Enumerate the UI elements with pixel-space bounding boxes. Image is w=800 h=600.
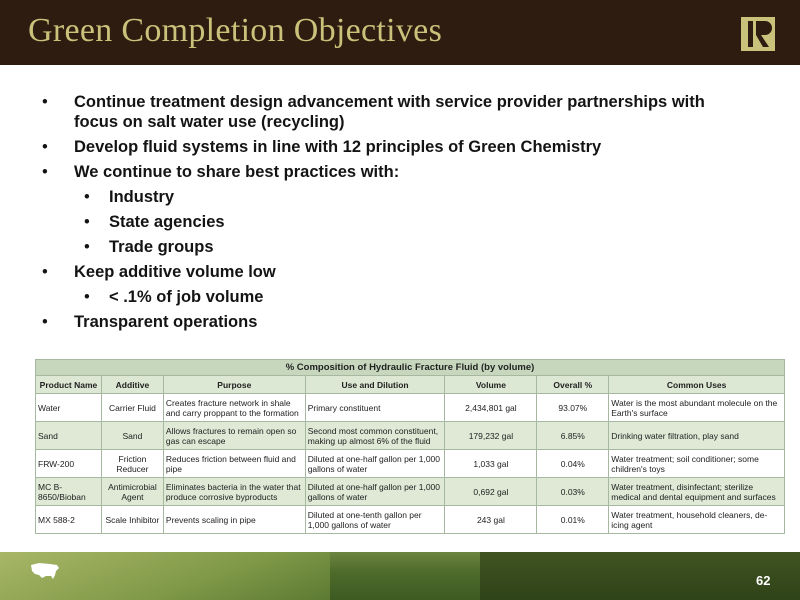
table-cell: Sand	[36, 422, 102, 450]
table-cell: Creates fracture network in shale and carry proppant to the formation	[163, 394, 305, 422]
header-bar	[0, 0, 800, 65]
table-cell: MC B-8650/Bioban	[36, 478, 102, 506]
bullet-text: Trade groups	[109, 238, 214, 256]
footer-trees-image	[480, 552, 800, 600]
bullet-dot-icon: •	[84, 188, 90, 206]
table-header-row	[36, 376, 785, 394]
table-cell: Second most common constituent, making up almost 6% of the fluid	[305, 422, 445, 450]
bullet-dot-icon: •	[42, 163, 48, 181]
bullet-text: Keep additive volume low	[74, 263, 276, 281]
composition-table-container	[35, 359, 785, 534]
table-cell: 93.07%	[537, 394, 609, 422]
table-cell: FRW-200	[36, 450, 102, 478]
bullet-dot-icon: •	[42, 313, 48, 331]
bullet-item	[42, 262, 742, 282]
column-header: Use and Dilution	[305, 376, 445, 394]
company-logo	[741, 17, 775, 51]
bullet-list	[42, 92, 742, 337]
bullet-item	[42, 312, 742, 332]
bullet-dot-icon: •	[42, 93, 48, 111]
table-cell: Drinking water filtration, play sand	[609, 422, 785, 450]
table-cell: Water	[36, 394, 102, 422]
table-cell: Water treatment, household cleaners, de-icing agent	[609, 506, 785, 534]
bullet-text: Continue treatment design advancement with service provider partnerships with focus on salt water use (recycling)	[74, 93, 705, 131]
table-cell: 179,232 gal	[445, 422, 537, 450]
table-cell: 0.01%	[537, 506, 609, 534]
bullet-item	[42, 162, 742, 182]
table-cell: MX 588-2	[36, 506, 102, 534]
table-cell: 2,434,801 gal	[445, 394, 537, 422]
column-header: Additive	[101, 376, 163, 394]
table-cell: Scale Inhibitor	[101, 506, 163, 534]
table-cell: Water treatment, disinfectant; sterilize medical and dental equipment and surfaces	[609, 478, 785, 506]
bullet-item	[42, 137, 742, 157]
table-cell: Sand	[101, 422, 163, 450]
table-row	[36, 394, 785, 422]
table-row	[36, 450, 785, 478]
table-cell: 0,692 gal	[445, 478, 537, 506]
table-row	[36, 506, 785, 534]
table-cell: 0.03%	[537, 478, 609, 506]
bullet-dot-icon: •	[84, 238, 90, 256]
bullet-text: State agencies	[109, 213, 225, 231]
table-cell: Diluted at one-half gallon per 1,000 gallons of water	[305, 450, 445, 478]
bullet-dot-icon: •	[42, 138, 48, 156]
bullet-item	[42, 92, 742, 132]
page-number: 62	[756, 573, 771, 588]
table-row	[36, 478, 785, 506]
column-header: Product Name	[36, 376, 102, 394]
sub-bullet-item	[42, 187, 742, 207]
us-map-icon	[30, 562, 60, 580]
table-cell: Reduces friction between fluid and pipe	[163, 450, 305, 478]
table-cell: Water is the most abundant molecule on the Earth's surface	[609, 394, 785, 422]
table-cell: 6.85%	[537, 422, 609, 450]
bullet-text: < .1% of job volume	[109, 288, 264, 306]
table-cell: Allows fractures to remain open so gas can escape	[163, 422, 305, 450]
table-cell: 1,033 gal	[445, 450, 537, 478]
sub-bullet-item	[42, 212, 742, 232]
table-cell: 0.04%	[537, 450, 609, 478]
table-caption: % Composition of Hydraulic Fracture Fluid (by volume)	[36, 360, 785, 376]
column-header: Purpose	[163, 376, 305, 394]
bullet-text: Develop fluid systems in line with 12 principles of Green Chemistry	[74, 138, 602, 156]
table-cell: Primary constituent	[305, 394, 445, 422]
table-cell: Friction Reducer	[101, 450, 163, 478]
table-cell: Prevents scaling in pipe	[163, 506, 305, 534]
table-cell: 243 gal	[445, 506, 537, 534]
bullet-text: We continue to share best practices with:	[74, 163, 400, 181]
table-cell: Carrier Fluid	[101, 394, 163, 422]
sub-bullet-item	[42, 287, 742, 307]
table-row	[36, 422, 785, 450]
bullet-text: Transparent operations	[74, 313, 258, 331]
footer-landscape	[0, 552, 800, 600]
composition-table	[35, 359, 785, 534]
bullet-dot-icon: •	[84, 288, 90, 306]
bullet-dot-icon: •	[42, 263, 48, 281]
bullet-dot-icon: •	[84, 213, 90, 231]
bullet-text: Industry	[109, 188, 175, 206]
column-header: Overall %	[537, 376, 609, 394]
sub-bullet-item	[42, 237, 742, 257]
slide-title: Green Completion Objectives	[28, 12, 443, 49]
table-cell: Antimicrobial Agent	[101, 478, 163, 506]
column-header: Volume	[445, 376, 537, 394]
table-body	[36, 394, 785, 534]
table-cell: Diluted at one-half gallon per 1,000 gallons of water	[305, 478, 445, 506]
table-cell: Eliminates bacteria in the water that produce corrosive byproducts	[163, 478, 305, 506]
column-header: Common Uses	[609, 376, 785, 394]
table-cell: Water treatment; soil conditioner; some children's toys	[609, 450, 785, 478]
table-cell: Diluted at one-tenth gallon per 1,000 gallons of water	[305, 506, 445, 534]
